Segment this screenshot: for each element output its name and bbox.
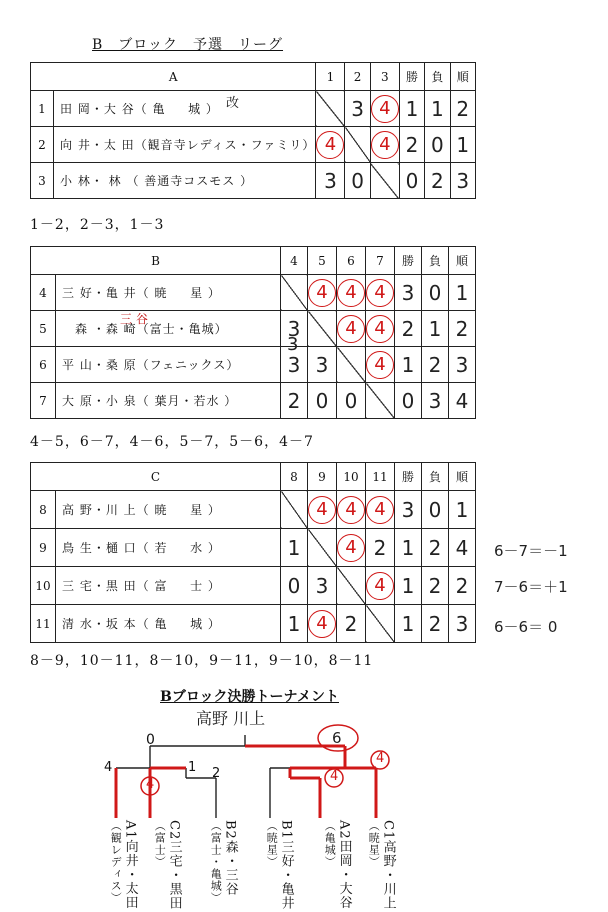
tiebreak-note-2: 7－6＝＋1	[494, 578, 568, 596]
score-cell: 3	[281, 347, 308, 383]
bracket-slot	[208, 820, 237, 912]
player-names: 田 岡・大 谷（ 亀 城 ）	[54, 91, 316, 127]
losses-cell: 0	[422, 491, 449, 529]
rank-header: 順	[449, 463, 476, 491]
seed-label: C2	[166, 820, 182, 841]
score-cell: 0	[337, 383, 366, 419]
bracket-title: Bブロック決勝トーナメント	[160, 689, 339, 705]
losses-header: 負	[422, 247, 449, 275]
player-names: 鳥 生・樋 口（ 若 水 ）	[56, 529, 281, 567]
col-header: 5	[308, 247, 337, 275]
seed-label: B1	[278, 820, 294, 840]
wins-header: 勝	[399, 63, 424, 91]
score-cell: 1	[281, 605, 308, 643]
score-cell: 1	[281, 529, 308, 567]
bracket-winner: 高野 川上	[196, 709, 266, 728]
win-circle: 4	[337, 279, 365, 307]
seed-team: （富士）	[153, 820, 167, 868]
losses-cell: 1	[425, 91, 450, 127]
wins-header: 勝	[395, 247, 422, 275]
score-cell: 3	[316, 163, 345, 199]
row-number: 10	[31, 567, 56, 605]
row-number: 3	[31, 163, 54, 199]
rank-cell: 4	[449, 383, 476, 419]
row-number: 11	[31, 605, 56, 643]
seed-label: B2	[222, 820, 238, 840]
seed-names: 向井・太田	[122, 839, 138, 910]
col-header: 6	[337, 247, 366, 275]
wins-cell: 1	[399, 91, 424, 127]
losses-cell: 2	[422, 347, 449, 383]
player-names: 清 水・坂 本（ 亀 城 ）	[56, 605, 281, 643]
rank-cell: 1	[450, 127, 475, 163]
losses-cell: 2	[422, 605, 449, 643]
win-circle: 4	[366, 279, 394, 307]
player-names: 三 好・亀 井（ 暁 星 ）	[56, 275, 281, 311]
win-circle: 4	[337, 315, 365, 343]
col-header: 2	[345, 63, 370, 91]
losses-cell: 1	[422, 311, 449, 347]
col-header: 1	[316, 63, 345, 91]
win-circle: 4	[366, 315, 394, 343]
row-number: 7	[31, 383, 56, 419]
row-number: 4	[31, 275, 56, 311]
losses-header: 負	[422, 463, 449, 491]
win-circle: 4	[366, 572, 394, 600]
row-number: 5	[31, 311, 56, 347]
score-b1: 4	[330, 769, 339, 784]
seed-label: A2	[336, 820, 352, 840]
score-cell: 0	[308, 383, 337, 419]
losses-header: 負	[425, 63, 450, 91]
wins-header: 勝	[395, 463, 422, 491]
seed-names: 三好・亀井	[278, 839, 294, 910]
rank-cell: 1	[449, 491, 476, 529]
row-number: 2	[31, 127, 54, 163]
seed-team: （観レディス）	[109, 820, 123, 904]
win-circle: 4	[371, 131, 399, 159]
rank-cell: 2	[450, 91, 475, 127]
player-names: 高 野・川 上（ 暁 星 ）	[56, 491, 281, 529]
wins-cell: 1	[395, 605, 422, 643]
bracket-slot	[366, 820, 395, 912]
win-circle: 4	[366, 496, 394, 524]
rank-cell: 3	[450, 163, 475, 199]
final-score: 6	[332, 729, 342, 747]
score-cell: 2	[337, 605, 366, 643]
rank-cell: 2	[449, 311, 476, 347]
left-semi-score: 0	[146, 732, 155, 748]
group-header: C	[31, 463, 281, 491]
schedule-b: 4－5，6－7，4－6，5－7，5－6，4－7	[30, 434, 314, 450]
win-circle: 4	[308, 610, 336, 638]
seed-team: （亀城）	[323, 820, 337, 868]
player-names: 向 井・太 田（観音寺レディス・ファミリ）	[54, 127, 316, 163]
seed-names: 森・三谷	[222, 839, 238, 896]
row-number: 8	[31, 491, 56, 529]
score-cell: 0	[281, 567, 308, 605]
bracket-slot	[152, 820, 181, 912]
seed-team: （富士・亀城）	[209, 820, 223, 904]
wins-cell: 1	[395, 347, 422, 383]
seed-label: C1	[380, 820, 396, 841]
wins-cell: 0	[399, 163, 424, 199]
win-circle: 4	[366, 351, 394, 379]
wins-cell: 3	[395, 491, 422, 529]
wins-cell: 2	[395, 311, 422, 347]
col-header: 10	[337, 463, 366, 491]
rank-cell: 2	[449, 567, 476, 605]
player-names: 森 ・森 崎（富士・亀城）	[56, 311, 281, 347]
col-header: 3	[370, 63, 399, 91]
rank-header: 順	[449, 247, 476, 275]
rank-cell: 3	[449, 347, 476, 383]
wins-cell: 3	[395, 275, 422, 311]
seed-label: A1	[122, 820, 138, 840]
score-c2: 1	[188, 760, 197, 775]
score-cell: 3	[308, 567, 337, 605]
score-a2: 4	[146, 777, 155, 792]
score-cell: 3	[345, 91, 370, 127]
wins-cell: 1	[395, 529, 422, 567]
wins-cell: 0	[395, 383, 422, 419]
score-cell: 2	[366, 529, 395, 567]
col-header: 4	[281, 247, 308, 275]
score-a1: 4	[104, 760, 113, 775]
wins-cell: 2	[399, 127, 424, 163]
seed-team: （暁星）	[265, 820, 279, 868]
extra-score-b5: 3	[287, 334, 299, 355]
page-title: B ブロック 予選 リーグ	[92, 37, 284, 53]
rank-cell: 3	[449, 605, 476, 643]
win-circle: 4	[308, 279, 336, 307]
player-names: 平 山・桑 原（フェニックス）	[56, 347, 281, 383]
win-circle: 4	[337, 534, 365, 562]
seed-names: 三宅・黒田	[166, 840, 182, 911]
correction-note-a1: 改	[226, 96, 240, 111]
schedule-c: 8－9，10－11，8－10，9－11，9－10，8－11	[30, 653, 374, 669]
score-cell: 3	[281, 311, 308, 347]
row-number: 9	[31, 529, 56, 567]
losses-cell: 2	[422, 529, 449, 567]
player-names: 三 宅・黒 田（ 富 士 ）	[56, 567, 281, 605]
col-header: 11	[366, 463, 395, 491]
bracket-slot	[322, 820, 351, 912]
bracket-slot	[108, 820, 137, 912]
losses-cell: 3	[422, 383, 449, 419]
row-number: 6	[31, 347, 56, 383]
win-circle: 4	[371, 95, 399, 123]
seed-names: 田岡・大谷	[336, 839, 352, 910]
rank-header: 順	[450, 63, 475, 91]
win-circle: 4	[308, 496, 336, 524]
tiebreak-note-1: 6－7＝－1	[494, 542, 568, 560]
row-number: 1	[31, 91, 54, 127]
losses-cell: 0	[425, 127, 450, 163]
rank-cell: 4	[449, 529, 476, 567]
tiebreak-note-3: 6－6＝ 0	[494, 618, 558, 636]
player-names: 大 原・小 泉（ 葉月・若水 ）	[56, 383, 281, 419]
wins-cell: 1	[395, 567, 422, 605]
seed-names: 高野・川上	[380, 840, 396, 911]
score-cell: 3	[308, 347, 337, 383]
win-circle: 4	[316, 131, 344, 159]
group-header: B	[31, 247, 281, 275]
player-names: 小 林・ 林 （ 善通寺コスモス ）	[54, 163, 316, 199]
seed-team: （暁星）	[367, 820, 381, 868]
correction-note-b5: 三 谷	[120, 312, 148, 326]
losses-cell: 2	[422, 567, 449, 605]
losses-cell: 2	[425, 163, 450, 199]
col-header: 9	[308, 463, 337, 491]
group-header: A	[31, 63, 316, 91]
schedule-a: 1－2，2－3，1－3	[30, 217, 165, 233]
score-cell: 2	[281, 383, 308, 419]
col-header: 8	[281, 463, 308, 491]
col-header: 7	[366, 247, 395, 275]
losses-cell: 0	[422, 275, 449, 311]
score-c1: 4	[376, 751, 385, 766]
rank-cell: 1	[449, 275, 476, 311]
score-b2: 2	[212, 766, 221, 781]
score-cell: 0	[345, 163, 370, 199]
win-circle: 4	[337, 496, 365, 524]
bracket-slot	[264, 820, 293, 912]
